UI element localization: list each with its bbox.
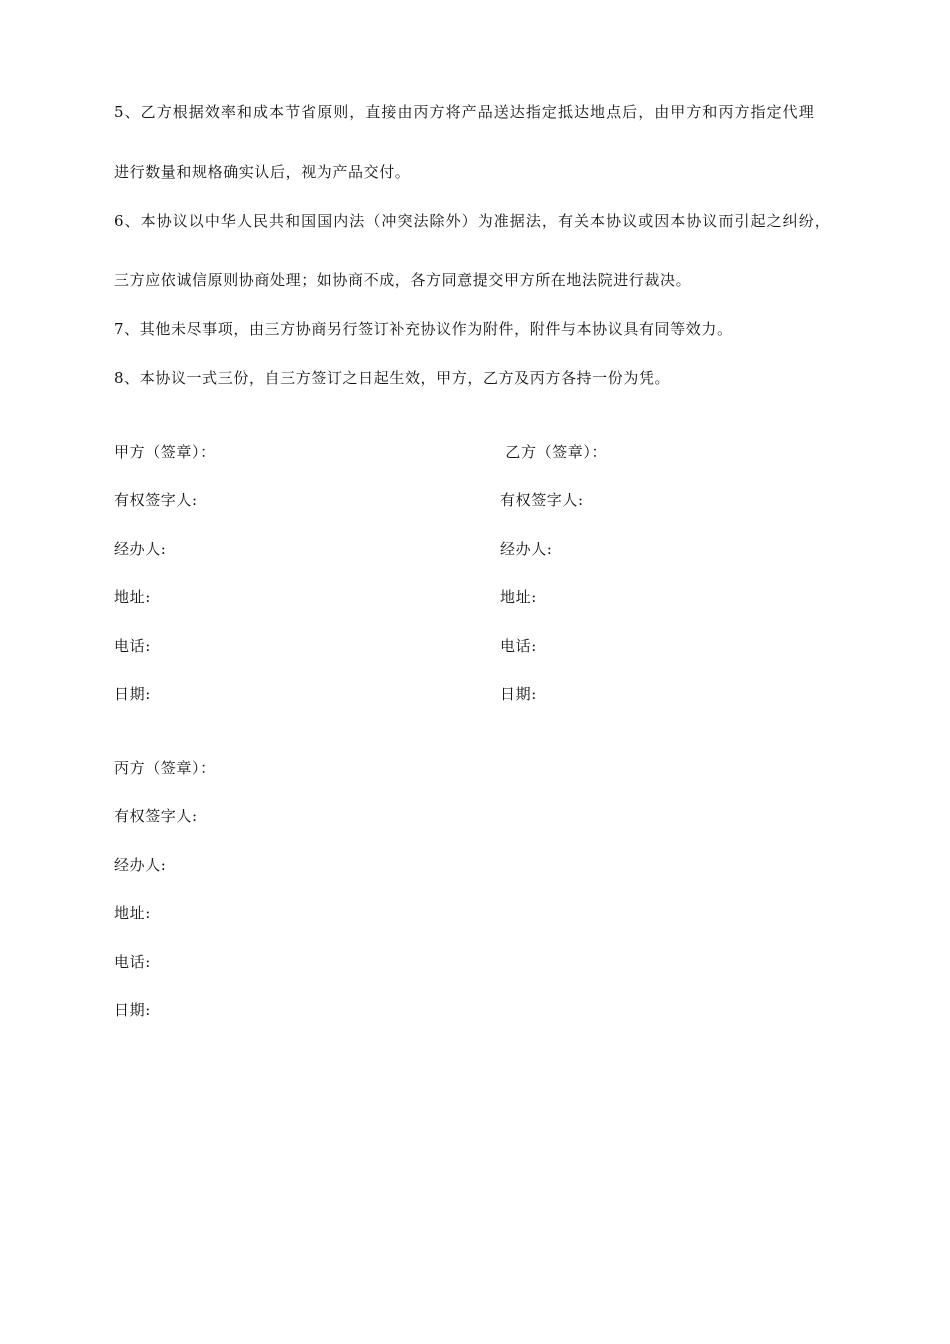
party-b-phone: 电话:	[500, 637, 537, 655]
party-c-date: 日期:	[114, 1001, 151, 1019]
clause-5-line-2: 进行数量和规格确实认后，视为产品交付。	[114, 163, 411, 181]
party-a-phone: 电话:	[114, 637, 151, 655]
clause-7: 7、其他未尽事项，由三方协商另行签订补充协议作为附件，附件与本协议具有同等效力。	[114, 320, 733, 338]
clause-5-line-1: 5、乙方根据效率和成本节省原则，直接由丙方将产品送达指定抵达地点后，由甲方和丙方指定代理	[114, 103, 815, 121]
party-b-title: 乙方（签章）：	[500, 443, 608, 461]
party-c-signatory: 有权签字人:	[114, 807, 198, 825]
party-b-address: 地址:	[500, 588, 537, 606]
party-a-title: 甲方（签章）：	[114, 443, 216, 461]
clause-8: 8、本协议一式三份，自三方签订之日起生效，甲方，乙方及丙方各持一份为凭。	[114, 369, 671, 387]
party-a-address: 地址:	[114, 588, 151, 606]
party-b-signatory: 有权签字人:	[500, 491, 584, 509]
clause-6-line-2: 三方应依诚信原则协商处理；如协商不成，各方同意提交甲方所在地法院进行裁决。	[114, 271, 692, 289]
party-b-handler: 经办人:	[500, 540, 553, 558]
party-c-address: 地址:	[114, 904, 151, 922]
party-b-date: 日期:	[500, 685, 537, 703]
party-a-handler: 经办人:	[114, 540, 167, 558]
party-a-signatory: 有权签字人:	[114, 491, 198, 509]
party-a-date: 日期:	[114, 685, 151, 703]
party-c-title: 丙方（签章）：	[114, 759, 216, 777]
clause-6-line-1: 6、本协议以中华人民共和国国内法（冲突法除外）为准据法，有关本协议或因本协议而引起之纠纷，	[114, 212, 831, 230]
party-c-handler: 经办人:	[114, 856, 167, 874]
party-c-phone: 电话:	[114, 953, 151, 971]
